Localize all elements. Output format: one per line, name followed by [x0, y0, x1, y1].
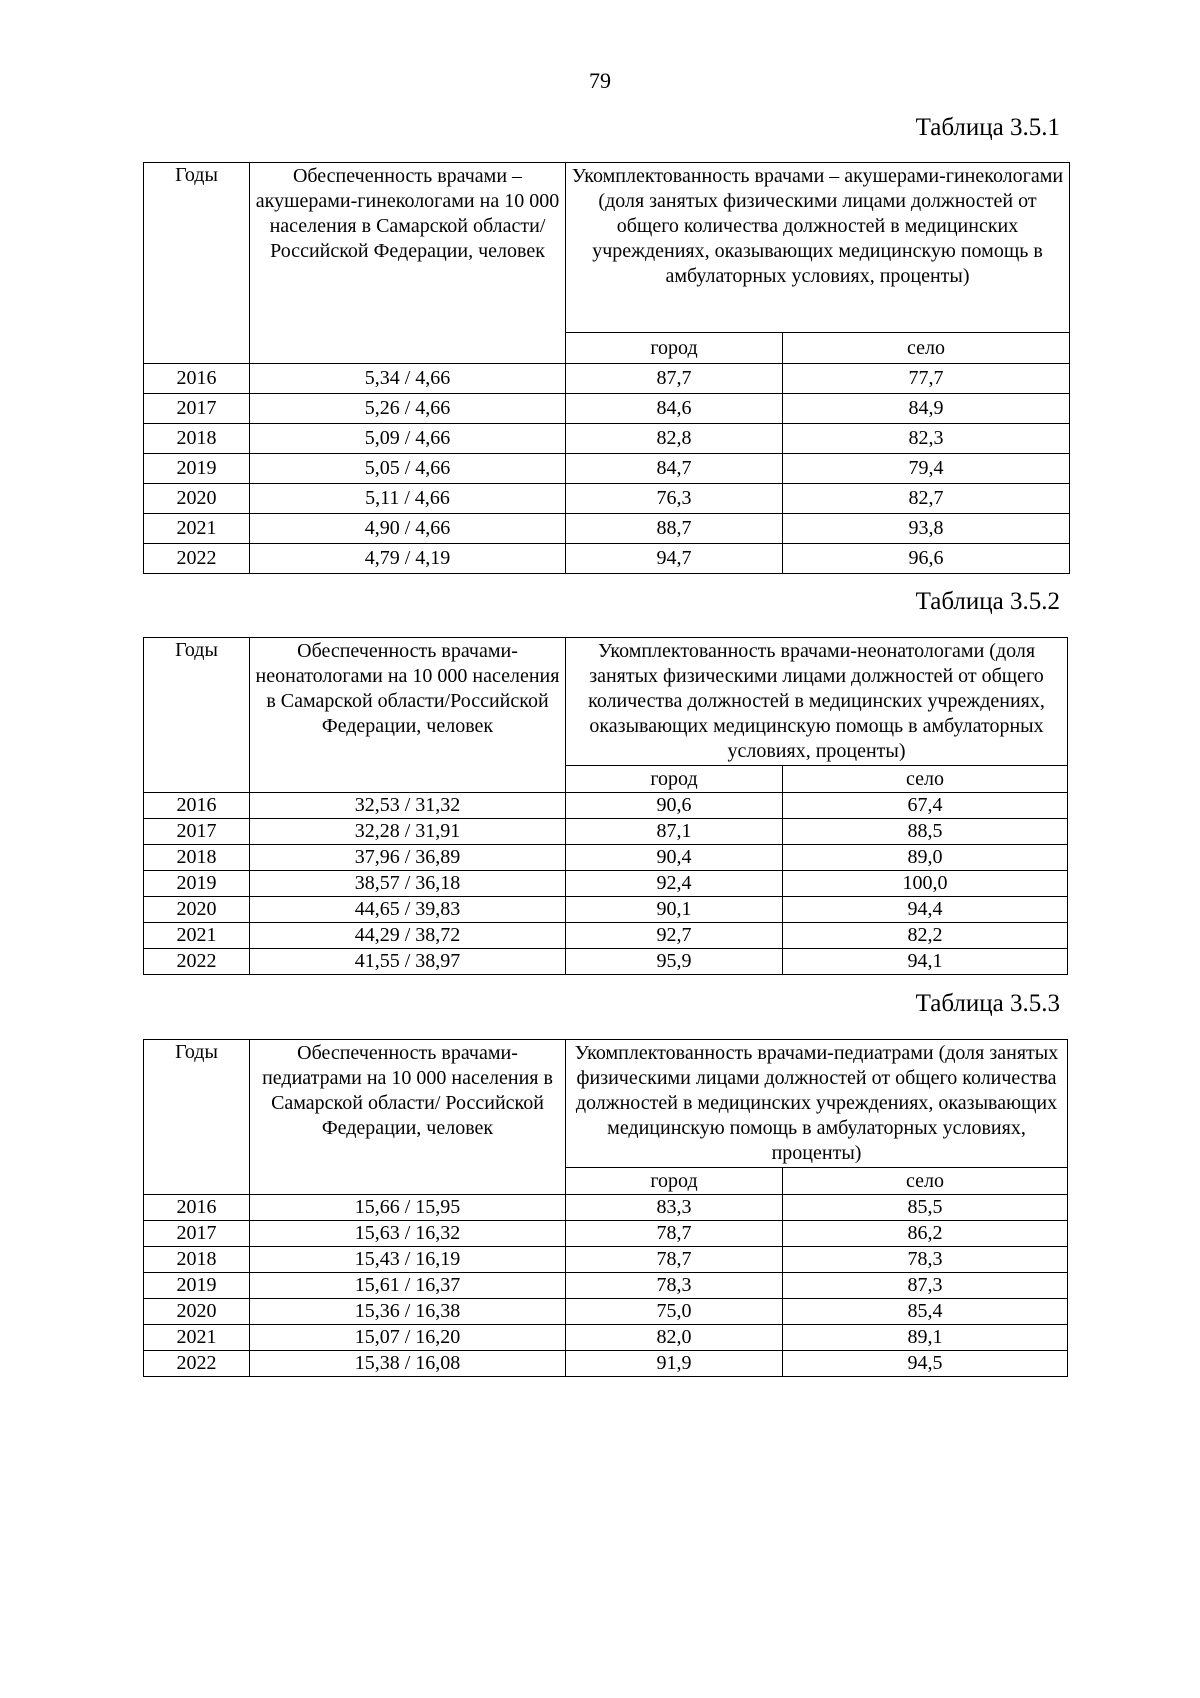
- cell-village: 100,0: [783, 871, 1068, 897]
- cell-supply: 15,43 / 16,19: [250, 1247, 566, 1273]
- cell-city: 87,7: [566, 364, 783, 394]
- cell-village: 77,7: [783, 364, 1070, 394]
- cell-supply: 32,28 / 31,91: [250, 819, 566, 845]
- cell-supply: 5,11 / 4,66: [250, 484, 566, 514]
- header-village: село: [783, 333, 1070, 364]
- page-number: 79: [589, 68, 611, 93]
- data-table: [143, 162, 1070, 574]
- cell-city: 84,7: [566, 454, 783, 484]
- table-caption: Таблица 3.5.3: [915, 990, 1060, 1017]
- cell-supply: 5,09 / 4,66: [250, 424, 566, 454]
- cell-city: 84,6: [566, 394, 783, 424]
- cell-city: 83,3: [566, 1195, 783, 1221]
- cell-city: 95,9: [566, 949, 783, 975]
- table-row: [144, 923, 1068, 949]
- cell-year: 2019: [144, 871, 250, 897]
- cell-village: 85,4: [783, 1299, 1068, 1325]
- table-row: [144, 1325, 1068, 1351]
- cell-year: 2016: [144, 793, 250, 819]
- cell-year: 2018: [144, 845, 250, 871]
- cell-village: 78,3: [783, 1247, 1068, 1273]
- cell-year: 2021: [144, 1325, 250, 1351]
- cell-year: 2016: [144, 1195, 250, 1221]
- cell-supply: 15,36 / 16,38: [250, 1299, 566, 1325]
- header-supply: Обеспеченность врачами – акушерами-гинекологами на 10 000 населения в Самарской области/Российской Федерации, человек: [250, 163, 566, 364]
- table-row: [144, 949, 1068, 975]
- cell-supply: 5,34 / 4,66: [250, 364, 566, 394]
- header-city: город: [566, 766, 783, 793]
- table-row: [144, 871, 1068, 897]
- table-row: [144, 897, 1068, 923]
- cell-year: 2018: [144, 424, 250, 454]
- table-row: [144, 819, 1068, 845]
- table-row: [144, 484, 1070, 514]
- cell-village: 94,5: [783, 1351, 1068, 1377]
- cell-city: 90,4: [566, 845, 783, 871]
- cell-year: 2022: [144, 1351, 250, 1377]
- cell-supply: 4,79 / 4,19: [250, 544, 566, 574]
- table-caption: Таблица 3.5.1: [915, 114, 1060, 141]
- cell-supply: 15,07 / 16,20: [250, 1325, 566, 1351]
- table-row: [144, 544, 1070, 574]
- cell-city: 88,7: [566, 514, 783, 544]
- cell-city: 91,9: [566, 1351, 783, 1377]
- cell-village: 79,4: [783, 454, 1070, 484]
- cell-city: 82,8: [566, 424, 783, 454]
- cell-year: 2021: [144, 923, 250, 949]
- cell-year: 2021: [144, 514, 250, 544]
- header-village: село: [783, 766, 1068, 793]
- cell-year: 2019: [144, 1273, 250, 1299]
- header-city: город: [566, 333, 783, 364]
- cell-supply: 44,29 / 38,72: [250, 923, 566, 949]
- cell-supply: 15,38 / 16,08: [250, 1351, 566, 1377]
- cell-village: 82,2: [783, 923, 1068, 949]
- table-row: [144, 1351, 1068, 1377]
- cell-supply: 38,57 / 36,18: [250, 871, 566, 897]
- cell-city: 92,4: [566, 871, 783, 897]
- cell-city: 94,7: [566, 544, 783, 574]
- cell-village: 94,4: [783, 897, 1068, 923]
- table-row: [144, 1247, 1068, 1273]
- cell-supply: 32,53 / 31,32: [250, 793, 566, 819]
- table-body: [144, 1195, 1068, 1377]
- cell-supply: 44,65 / 39,83: [250, 897, 566, 923]
- cell-city: 78,3: [566, 1273, 783, 1299]
- cell-city: 78,7: [566, 1247, 783, 1273]
- table-row: [144, 454, 1070, 484]
- header-village: село: [783, 1168, 1068, 1195]
- cell-village: 82,7: [783, 484, 1070, 514]
- header-years: Годы: [144, 163, 250, 364]
- cell-supply: 5,05 / 4,66: [250, 454, 566, 484]
- header-staffing: Укомплектованность врачами – акушерами-гинекологами (доля занятых физическими лицами должностей от общего количества должностей в медицинских учреждениях, оказывающих медицинскую помощь в амбулаторных условиях, проценты): [566, 163, 1070, 333]
- table-row: [144, 1299, 1068, 1325]
- cell-village: 87,3: [783, 1273, 1068, 1299]
- table-row: [144, 793, 1068, 819]
- table-row: [144, 1221, 1068, 1247]
- table-row: [144, 424, 1070, 454]
- table-caption: Таблица 3.5.2: [915, 588, 1060, 615]
- cell-supply: 15,63 / 16,32: [250, 1221, 566, 1247]
- cell-year: 2019: [144, 454, 250, 484]
- cell-supply: 4,90 / 4,66: [250, 514, 566, 544]
- table-row: [144, 514, 1070, 544]
- table-row: [144, 1195, 1068, 1221]
- table-body: [144, 793, 1068, 975]
- cell-city: 78,7: [566, 1221, 783, 1247]
- data-table: [143, 637, 1068, 975]
- cell-village: 93,8: [783, 514, 1070, 544]
- table-row: [144, 364, 1070, 394]
- header-city: город: [566, 1168, 783, 1195]
- cell-city: 76,3: [566, 484, 783, 514]
- cell-village: 94,1: [783, 949, 1068, 975]
- cell-supply: 41,55 / 38,97: [250, 949, 566, 975]
- cell-village: 86,2: [783, 1221, 1068, 1247]
- header-staffing: Укомплектованность врачами-неонатологами (доля занятых физическими лицами должностей от общего количества должностей в медицинских учреждениях, оказывающих медицинскую помощь в амбулаторных условиях, проценты): [566, 638, 1068, 766]
- cell-village: 88,5: [783, 819, 1068, 845]
- header-supply: Обеспеченность врачами-неонатологами на 10 000 населения в Самарской области/Российской Федерации, человек: [250, 638, 566, 793]
- cell-year: 2017: [144, 1221, 250, 1247]
- cell-year: 2017: [144, 394, 250, 424]
- table-row: [144, 1273, 1068, 1299]
- cell-village: 85,5: [783, 1195, 1068, 1221]
- cell-year: 2020: [144, 484, 250, 514]
- cell-year: 2017: [144, 819, 250, 845]
- data-table: [143, 1039, 1068, 1377]
- cell-city: 90,1: [566, 897, 783, 923]
- cell-village: 67,4: [783, 793, 1068, 819]
- table-row: [144, 845, 1068, 871]
- cell-city: 75,0: [566, 1299, 783, 1325]
- cell-city: 92,7: [566, 923, 783, 949]
- cell-year: 2022: [144, 949, 250, 975]
- cell-city: 82,0: [566, 1325, 783, 1351]
- table-row: [144, 394, 1070, 424]
- cell-supply: 37,96 / 36,89: [250, 845, 566, 871]
- header-years: Годы: [144, 638, 250, 793]
- cell-year: 2022: [144, 544, 250, 574]
- header-supply: Обеспеченность врачами-педиатрами на 10 000 населения в Самарской области/ Российской Федерации, человек: [250, 1040, 566, 1195]
- cell-year: 2016: [144, 364, 250, 394]
- cell-supply: 15,61 / 16,37: [250, 1273, 566, 1299]
- cell-city: 90,6: [566, 793, 783, 819]
- cell-village: 89,0: [783, 845, 1068, 871]
- cell-village: 84,9: [783, 394, 1070, 424]
- table-body: [144, 364, 1070, 574]
- cell-supply: 5,26 / 4,66: [250, 394, 566, 424]
- header-staffing: Укомплектованность врачами-педиатрами (доля занятых физическими лицами должностей от общего количества должностей в медицинских учреждениях, оказывающих медицинскую помощь в амбулаторных условиях, проценты): [566, 1040, 1068, 1168]
- cell-year: 2020: [144, 897, 250, 923]
- cell-village: 82,3: [783, 424, 1070, 454]
- cell-year: 2018: [144, 1247, 250, 1273]
- cell-village: 96,6: [783, 544, 1070, 574]
- cell-supply: 15,66 / 15,95: [250, 1195, 566, 1221]
- cell-year: 2020: [144, 1299, 250, 1325]
- header-years: Годы: [144, 1040, 250, 1195]
- cell-village: 89,1: [783, 1325, 1068, 1351]
- cell-city: 87,1: [566, 819, 783, 845]
